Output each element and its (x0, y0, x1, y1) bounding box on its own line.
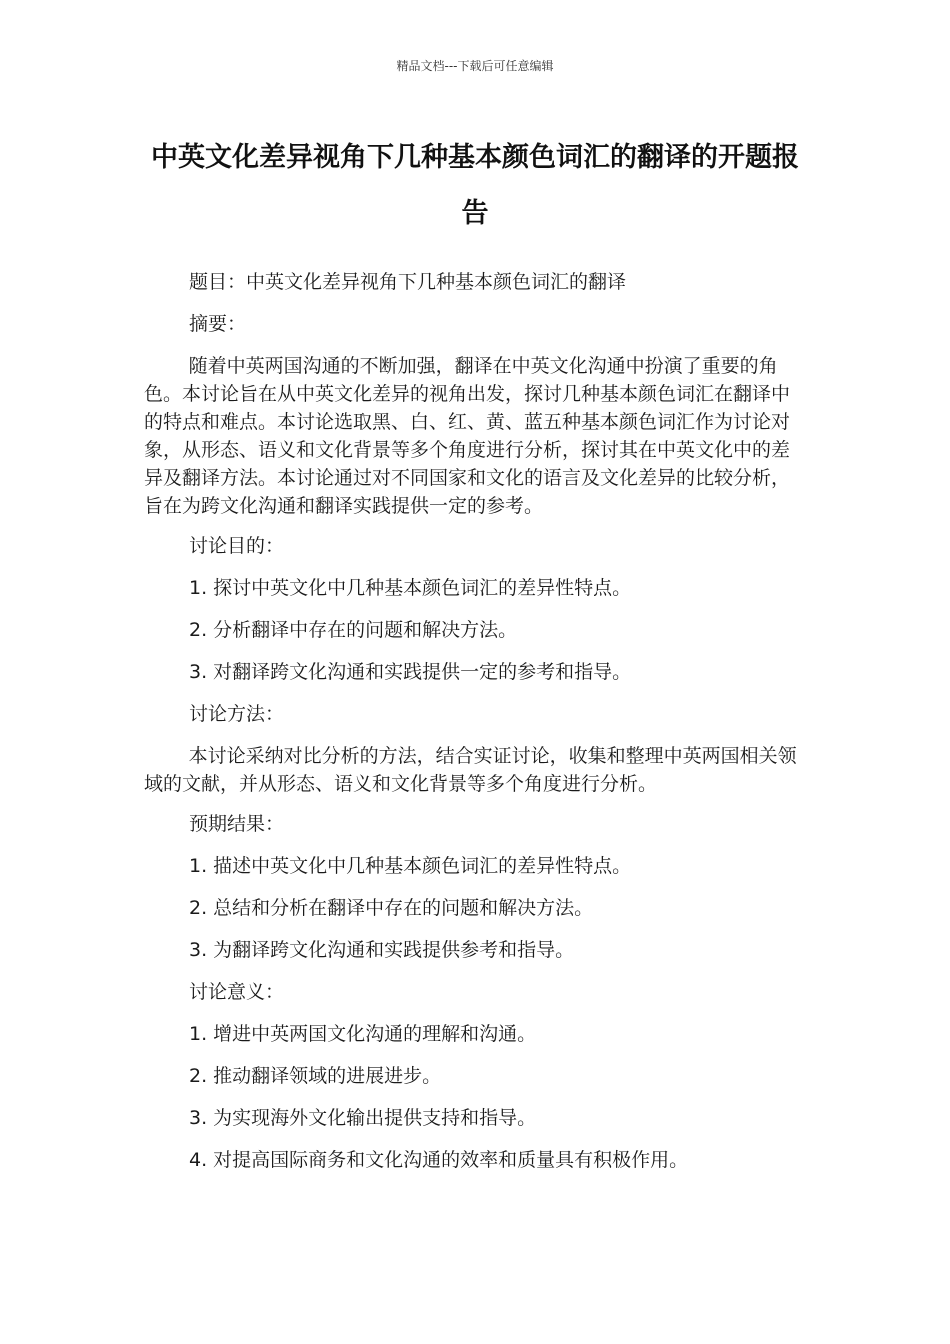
purpose-item-3: 3. 对翻译跨文化沟通和实践提供一定的参考和指导。 (189, 661, 632, 683)
document-title: 中英文化差异视角下几种基本颜色词汇的翻译的开题报告 (151, 142, 799, 229)
method-paragraph: 本讨论采纳对比分析的方法，结合实证讨论，收集和整理中英两国相关领域的文献，并从形态、语义和文化背景等多个角度进行分析。 (144, 745, 797, 795)
header-note: 精品文档---下载后可任意编辑 (396, 59, 554, 73)
results-item-2: 2. 总结和分析在翻译中存在的问题和解决方法。 (189, 897, 594, 919)
abstract-paragraph: 随着中英两国沟通的不断加强，翻译在中英文化沟通中扮演了重要的角色。本讨论旨在从中英文化差异的视角出发，探讨几种基本颜色词汇在翻译中的特点和难点。本讨论选取黑、白、红、黄、蓝五种基本颜色词汇作为讨论对象，从形态、语义和文化背景等多个角度进行分析，探讨其在中英文化中的差异及翻译方法。本讨论通过对不同国家和文化的语言及文化差异的比较分析，旨在为跨文化沟通和翻译实践提供一定的参考。 (144, 355, 791, 517)
results-item-3: 3. 为翻译跨文化沟通和实践提供参考和指导。 (189, 939, 575, 961)
abstract-label: 摘要： (189, 313, 247, 335)
purpose-item-2: 2. 分析翻译中存在的问题和解决方法。 (189, 619, 518, 641)
significance-label: 讨论意义： (189, 981, 285, 1003)
significance-item-2: 2. 推动翻译领域的进展进步。 (189, 1065, 442, 1087)
purpose-label: 讨论目的： (189, 535, 285, 557)
method-label: 讨论方法： (189, 703, 285, 725)
significance-item-3: 3. 为实现海外文化输出提供支持和指导。 (189, 1107, 537, 1129)
results-label: 预期结果： (189, 813, 285, 835)
results-item-1: 1. 描述中英文化中几种基本颜色词汇的差异性特点。 (189, 855, 632, 877)
document-body (144, 268, 804, 1188)
topic-line: 题目：中英文化差异视角下几种基本颜色词汇的翻译 (189, 271, 627, 293)
significance-item-4: 4. 对提高国际商务和文化沟通的效率和质量具有积极作用。 (189, 1149, 689, 1171)
purpose-item-1: 1. 探讨中英文化中几种基本颜色词汇的差异性特点。 (189, 577, 632, 599)
significance-item-1: 1. 增进中英两国文化沟通的理解和沟通。 (189, 1023, 537, 1045)
